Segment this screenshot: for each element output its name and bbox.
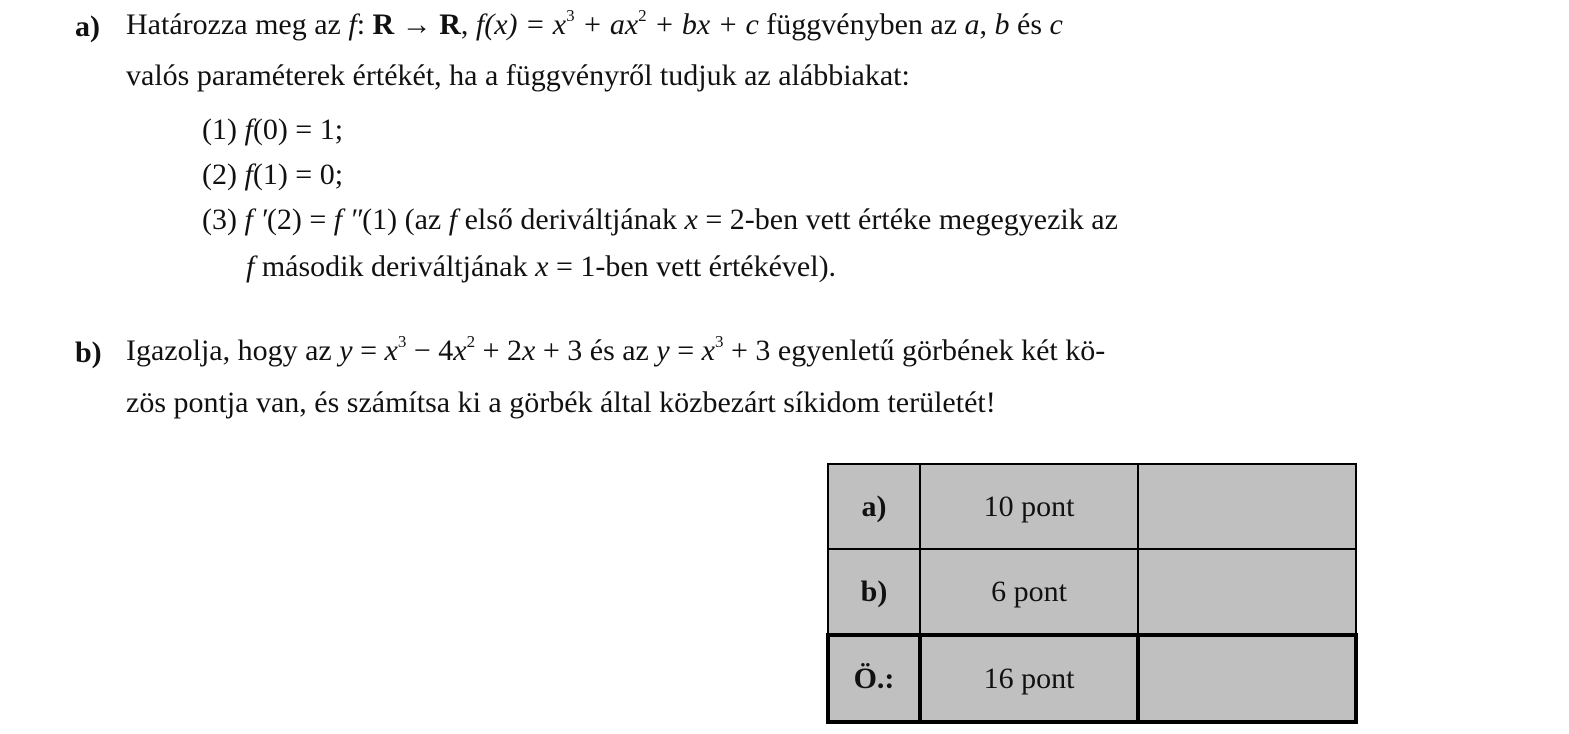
score-row-a xyxy=(828,464,1356,549)
score-part-label: a) xyxy=(828,464,920,549)
function-formula: $f(x) = x^3 + ax^2$ + bx + c xyxy=(475,6,759,41)
task-a-label: a) xyxy=(75,10,100,43)
task-b-label: b) xyxy=(75,336,102,369)
task-b-line-1: Igazolja, hogy az $y = x^3 - 4x^2 + 2x + 3$ és az $y = x^3 + 3$ egyenletű görbének két kö- xyxy=(126,332,1106,367)
condition-3-continued: f második deriváltjának x = 1-ben vett értékével). xyxy=(246,250,837,283)
curve-1-equation: $y = x^3 - 4x^2 + 2x + 3$ xyxy=(339,332,583,367)
score-total-label: Ö.: xyxy=(828,635,920,722)
score-table xyxy=(826,463,1358,724)
condition-3: (3) f ′(2) = f ″(1) (az f első deriváltjának x = 2-ben vett értéke megegyezik az xyxy=(202,203,1118,236)
score-max-points: 6 pont xyxy=(920,549,1138,635)
score-earned-cell[interactable] xyxy=(1138,464,1356,549)
score-max-points: 10 pont xyxy=(920,464,1138,549)
curve-2-equation: $y = x^3 + 3$ xyxy=(656,332,771,367)
score-total-points: 16 pont xyxy=(920,635,1138,722)
task-a-line-1: Határozza meg az f: R → R, $f(x) = x^3 + ax^2$ + bx + c függvényben az a, b és c xyxy=(126,6,1063,41)
condition-1: (1) f(0) = 1; xyxy=(202,113,344,146)
score-row-b xyxy=(828,549,1356,635)
score-earned-cell[interactable] xyxy=(1138,549,1356,635)
task-b-line-2: zös pontja van, és számítsa ki a görbék által közbezárt síkidom területét! xyxy=(126,386,996,419)
score-part-label: b) xyxy=(828,549,920,635)
condition-2: (2) f(1) = 0; xyxy=(202,158,344,191)
task-a-line-2: valós paraméterek értékét, ha a függvényről tudjuk az alábbiakat: xyxy=(126,59,910,92)
score-total-earned-cell[interactable] xyxy=(1138,635,1356,722)
score-row-total xyxy=(828,635,1356,722)
